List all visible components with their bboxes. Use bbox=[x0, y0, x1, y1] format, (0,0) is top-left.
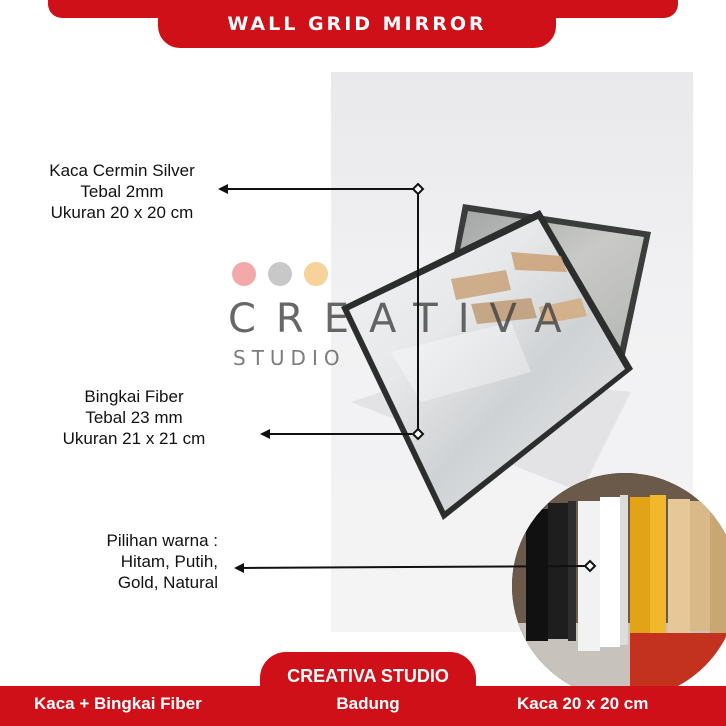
footer-center-title: CREATIVA STUDIO bbox=[287, 666, 449, 686]
footer-tab bbox=[260, 652, 476, 726]
callout-frame-line-1: Bingkai Fiber bbox=[84, 387, 184, 406]
arrowhead-glass bbox=[218, 184, 228, 194]
callout-colors-line-3: Gold, Natural bbox=[117, 573, 218, 592]
callout-glass-line-3: Ukuran 20 x 20 cm bbox=[50, 203, 194, 222]
marker-glass bbox=[413, 184, 423, 194]
arrowhead-colors bbox=[234, 563, 244, 573]
callout-glass-line-2: Tebal 2mm bbox=[80, 182, 164, 201]
footer-left-text: Kaca + Bingkai Fiber bbox=[34, 694, 202, 713]
header-title: WALL GRID MIRROR bbox=[227, 13, 487, 35]
callout-colors-line-1: Pilihan warna : bbox=[106, 531, 218, 550]
watermark-brand: CREATIVA bbox=[228, 296, 582, 342]
footer-right-text: Kaca 20 x 20 cm bbox=[517, 694, 649, 713]
watermark-sub: STUDIO bbox=[233, 346, 346, 370]
marker-frame bbox=[413, 429, 423, 439]
callout-frame-line-3: Ukuran 21 x 21 cm bbox=[62, 429, 206, 448]
arrowhead-frame bbox=[260, 429, 270, 439]
callout-colors-line-2: Hitam, Putih, bbox=[120, 552, 218, 571]
callout-glass-line-1: Kaca Cermin Silver bbox=[49, 161, 195, 180]
footer-center-sub: Badung bbox=[336, 694, 400, 713]
callout-frame-line-2: Tebal 23 mm bbox=[85, 408, 183, 427]
marker-colors bbox=[585, 561, 595, 571]
